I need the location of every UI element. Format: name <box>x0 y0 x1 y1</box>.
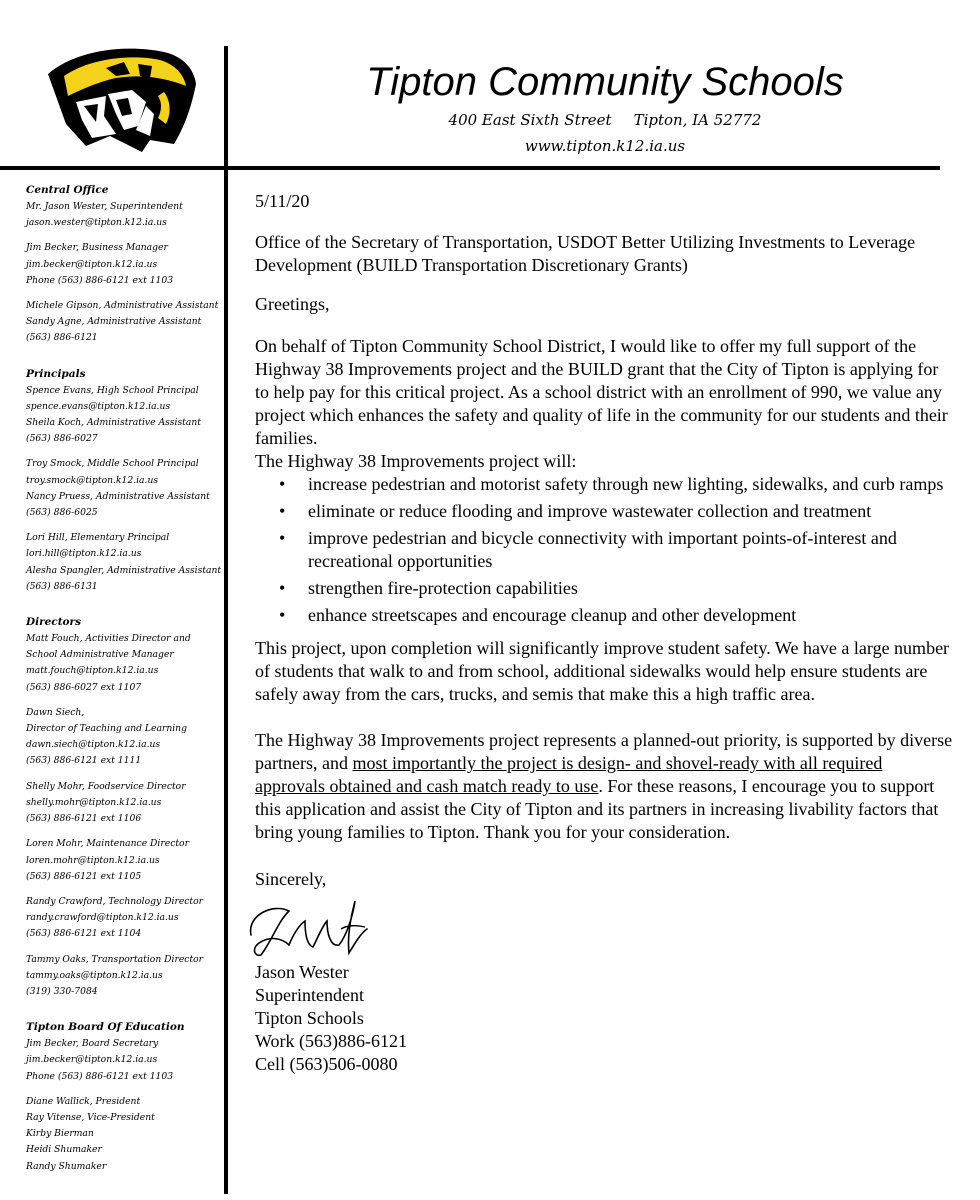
tiger-logo-icon <box>46 44 198 154</box>
priority-underlined: most importantly the project is design- and shovel-ready with all required approvals obtained and cash match ready to use <box>255 753 883 796</box>
staff-line: jim.becker@tipton.k12.ia.us <box>26 1054 158 1066</box>
paragraph-priority <box>255 729 955 844</box>
staff-entry <box>26 383 222 448</box>
recipient: Office of the Secretary of Transportation, USDOT Better Utilizing Investments to Leverage Development (BUILD Transportation Discretionary Grants) <box>255 232 916 275</box>
staff-line: (319) 330-7084 <box>26 985 98 997</box>
list-item-text: strengthen fire-protection capabilities <box>308 578 578 598</box>
sidebar-section-heading: Directors <box>26 616 81 629</box>
priority-text: The Highway 38 Improvements project represents a planned-out priority, is supported by diverse partners, and <box>255 730 953 773</box>
staff-line: (563) 886-6027 ext 1107 <box>26 681 142 693</box>
vertical-divider <box>224 46 228 1194</box>
staff-line: dawn.siech@tipton.k12.ia.us <box>26 739 161 751</box>
staff-line: Dawn Siech, <box>26 706 85 718</box>
staff-line: troy.smock@tipton.k12.ia.us <box>26 474 159 486</box>
paragraph-safety: This project, upon completion will significantly improve student safety. We have a large number of students that walk to and from school, additional sidewalks would help ensure students are safely away from the cars, trucks, and semis that make this a high traffic area. <box>255 638 950 704</box>
signer-name: Jason Wester <box>255 962 349 982</box>
staff-line: Randy Crawford, Technology Director <box>26 895 204 907</box>
staff-entry <box>26 631 222 696</box>
staff-line: Nancy Pruess, Administrative Assistant <box>26 490 210 502</box>
greeting: Greetings, <box>255 294 330 314</box>
staff-line: Diane Wallick, President <box>26 1095 141 1107</box>
staff-entry <box>26 894 222 943</box>
staff-line: tammy.oaks@tipton.k12.ia.us <box>26 969 163 981</box>
bullet-icon: • <box>279 474 286 494</box>
staff-line: Tammy Oaks, Transportation Director <box>26 953 204 965</box>
bullet-icon: • <box>279 528 286 548</box>
staff-entry <box>26 705 222 770</box>
priority-text-end: . For these reasons, I encourage you to support this application and assist the City of Tipton and its partners in increasing livability factors that bring young families to Tipton. Thank you for your consideration. <box>255 776 939 842</box>
staff-line: Loren Mohr, Maintenance Director <box>26 838 189 850</box>
handwritten-signature-icon <box>243 895 373 961</box>
staff-line: spence.evans@tipton.k12.ia.us <box>26 400 171 412</box>
staff-entry <box>26 1036 222 1085</box>
list-item <box>255 577 955 600</box>
signer-title: Superintendent <box>255 985 364 1005</box>
improvements-list <box>255 473 955 627</box>
staff-line: Jim Becker, Board Secretary <box>26 1038 159 1050</box>
list-item-text: increase pedestrian and motorist safety through new lighting, sidewalks, and curb ramps <box>308 474 944 494</box>
staff-entry <box>26 1094 222 1175</box>
staff-line: Lori Hill, Elementary Principal <box>26 532 170 544</box>
list-item <box>255 527 955 573</box>
staff-line: (563) 886-6121 ext 1105 <box>26 870 142 882</box>
staff-line: jason.wester@tipton.k12.ia.us <box>26 217 167 229</box>
staff-line: Alesha Spangler, Administrative Assistant <box>26 564 222 576</box>
list-item <box>255 604 955 627</box>
staff-directory-sidebar <box>26 182 222 1184</box>
staff-line: Troy Smock, Middle School Principal <box>26 458 199 470</box>
staff-line: (563) 886-6121 ext 1104 <box>26 928 142 940</box>
letter-date: 5/11/20 <box>255 191 310 211</box>
staff-line: (563) 886-6121 <box>26 332 98 344</box>
letter-body <box>255 190 955 1076</box>
paragraph-support: On behalf of Tipton Community School District, I would like to offer my full support of the Highway 38 Improvements project and the BUILD grant that the City of Tipton is applying for to help pay for this critical project. As a school district with an enrollment of 990, we value any project which enhances the safety and quality of life in the community for our students and their families. <box>255 336 948 448</box>
bullet-icon: • <box>279 605 286 625</box>
staff-line: Director of Teaching and Learning <box>26 723 187 735</box>
staff-entry <box>26 952 222 1001</box>
staff-line: Phone (563) 886-6121 ext 1103 <box>26 274 174 286</box>
staff-line: Mr. Jason Wester, Superintendent <box>26 201 183 212</box>
sidebar-section-heading: Principals <box>26 367 86 380</box>
list-item-text: enhance streetscapes and encourage cleanup and other development <box>308 605 797 625</box>
staff-line: Randy Shumaker <box>26 1160 107 1172</box>
bullet-icon: • <box>279 578 286 598</box>
staff-line: Ray Vitense, Vice-President <box>26 1111 155 1123</box>
school-name: Tipton Community Schools <box>366 60 844 104</box>
staff-line: (563) 886-6025 <box>26 507 98 519</box>
city-state-zip: Tipton, IA 52772 <box>633 111 762 129</box>
letterhead <box>260 58 950 158</box>
staff-line: Sheila Koch, Administrative Assistant <box>26 417 201 429</box>
staff-line: shelly.mohr@tipton.k12.ia.us <box>26 796 162 808</box>
staff-line: Heidi Shumaker <box>26 1144 102 1156</box>
signer-org: Tipton Schools <box>255 1008 364 1028</box>
staff-entry <box>26 836 222 885</box>
staff-line: Matt Fouch, Activities Director and <box>26 633 191 645</box>
address-line <box>260 108 950 132</box>
staff-line: School Administrative Manager <box>26 649 174 661</box>
signer-cell-phone: Cell (563)506-0080 <box>255 1054 398 1074</box>
staff-entry <box>26 456 222 521</box>
signer-work-phone: Work (563)886-6121 <box>255 1031 408 1051</box>
closing: Sincerely, <box>255 869 327 889</box>
staff-line: Kirby Bierman <box>26 1128 94 1140</box>
staff-line: loren.mohr@tipton.k12.ia.us <box>26 854 160 866</box>
staff-line: (563) 886-6027 <box>26 433 98 445</box>
list-intro: The Highway 38 Improvements project will: <box>255 451 577 471</box>
staff-line: Jim Becker, Business Manager <box>26 242 168 254</box>
list-item <box>255 473 955 496</box>
staff-line: Michele Gipson, Administrative Assistant <box>26 300 219 312</box>
website: www.tipton.k12.ia.us <box>524 137 686 155</box>
staff-line: Spence Evans, High School Principal <box>26 384 199 396</box>
staff-line: (563) 886-6121 ext 1106 <box>26 813 142 825</box>
staff-line: randy.crawford@tipton.k12.ia.us <box>26 912 179 924</box>
staff-line: matt.fouch@tipton.k12.ia.us <box>26 665 159 677</box>
staff-line: (563) 886-6131 <box>26 580 98 592</box>
staff-entry <box>26 199 222 231</box>
sidebar-section-heading: Tipton Board Of Education <box>26 1021 185 1034</box>
horizontal-divider <box>0 166 940 170</box>
staff-line: Shelly Mohr, Foodservice Director <box>26 780 186 792</box>
sidebar-section-heading: Central Office <box>26 184 109 196</box>
staff-line: (563) 886-6121 ext 1111 <box>26 755 142 767</box>
staff-line: jim.becker@tipton.k12.ia.us <box>26 258 158 270</box>
list-item-text: improve pedestrian and bicycle connectivity with important points-of-interest and recreational opportunities <box>308 528 897 571</box>
staff-line: Phone (563) 886-6121 ext 1103 <box>26 1070 174 1082</box>
staff-entry <box>26 298 222 347</box>
list-item-text: eliminate or reduce flooding and improve wastewater collection and treatment <box>308 501 872 521</box>
staff-entry <box>26 779 222 828</box>
street-address: 400 East Sixth Street <box>448 111 612 129</box>
staff-line: Sandy Agne, Administrative Assistant <box>26 316 202 328</box>
staff-line: lori.hill@tipton.k12.ia.us <box>26 548 142 560</box>
list-item <box>255 500 955 523</box>
bullet-icon: • <box>279 501 286 521</box>
staff-entry <box>26 240 222 289</box>
staff-entry <box>26 530 222 595</box>
